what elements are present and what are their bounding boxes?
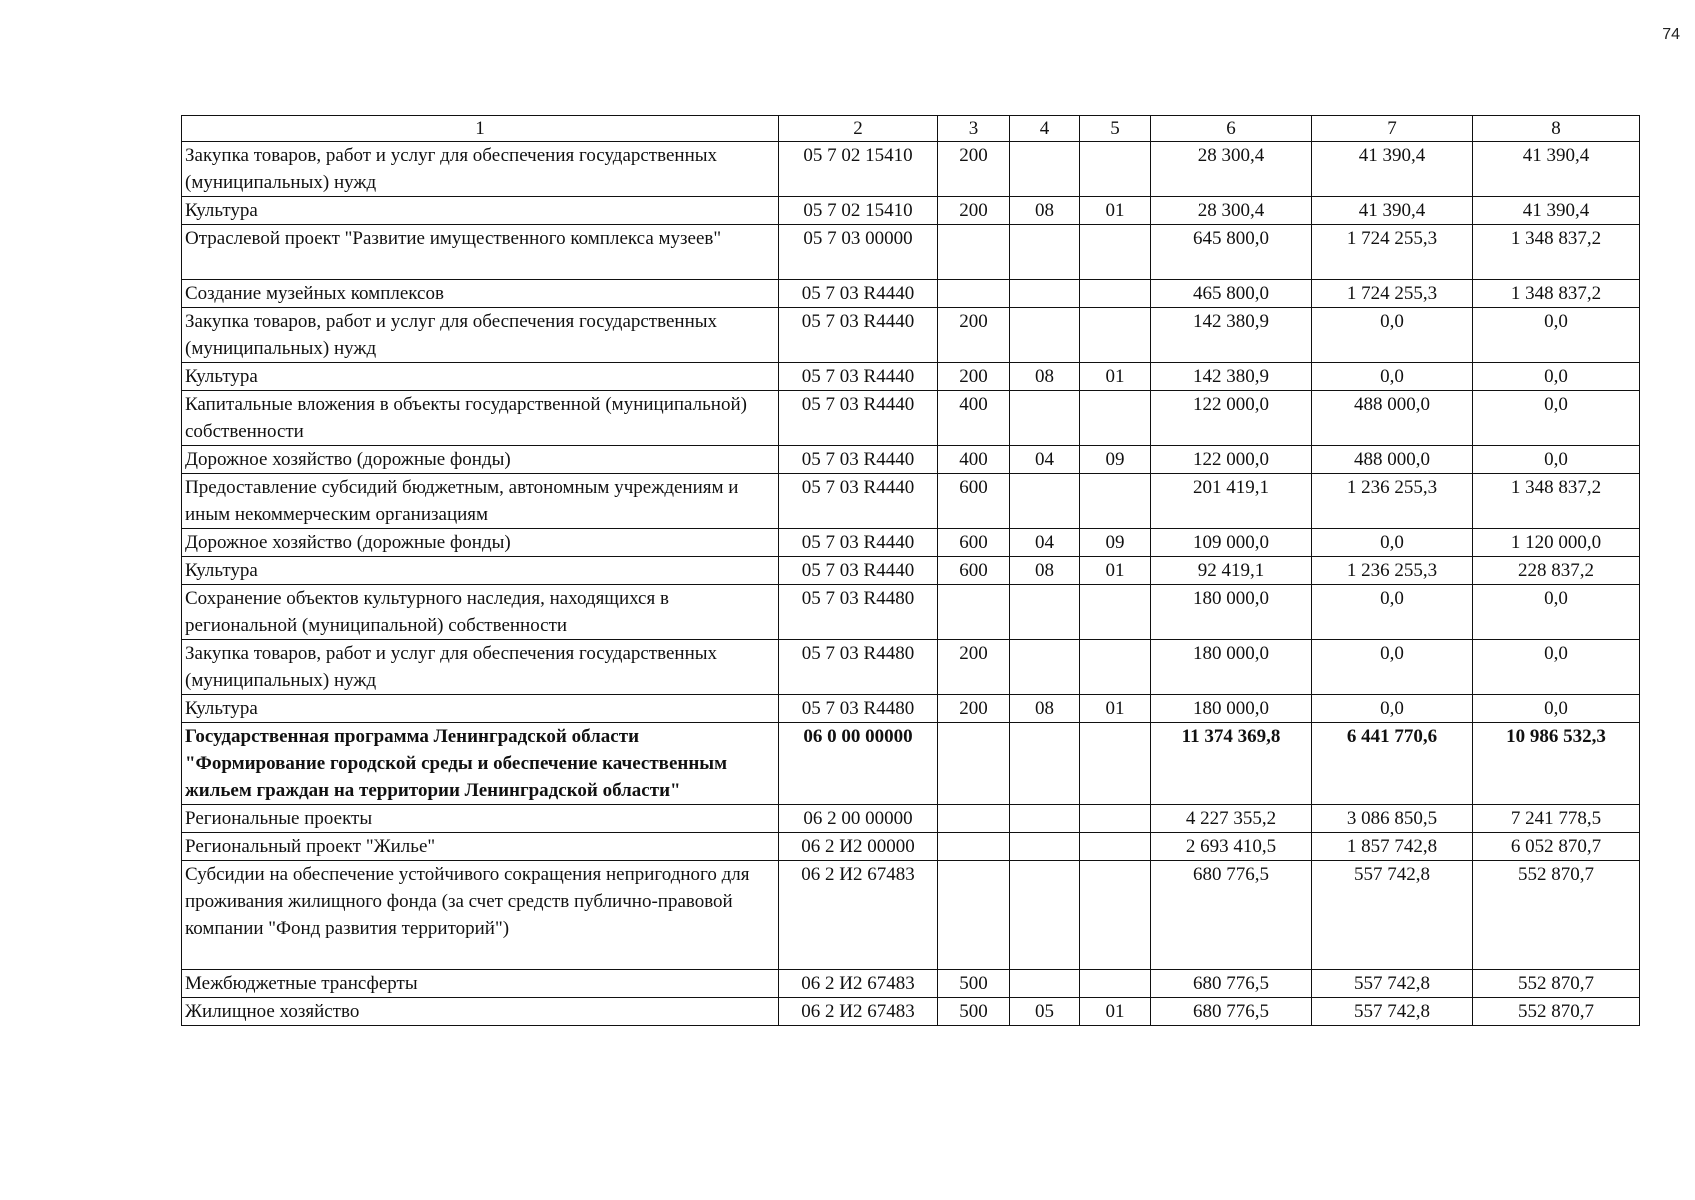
table-row — [182, 391, 1640, 446]
section: 04 — [1010, 446, 1080, 474]
table-row — [182, 970, 1640, 998]
row-name: Культура — [182, 557, 779, 585]
table-row — [182, 225, 1640, 280]
expense-type: 200 — [938, 640, 1010, 695]
target-code: 05 7 03 R4440 — [779, 391, 938, 446]
amount-col7: 1 236 255,3 — [1312, 557, 1473, 585]
target-code: 06 2 И2 67483 — [779, 998, 938, 1026]
column-header-6: 6 — [1151, 116, 1312, 142]
amount-col6: 11 374 369,8 — [1151, 723, 1312, 805]
target-code: 05 7 03 R4440 — [779, 308, 938, 363]
amount-col7: 1 857 742,8 — [1312, 833, 1473, 861]
expense-type: 600 — [938, 474, 1010, 529]
subsection — [1080, 280, 1151, 308]
amount-col8: 0,0 — [1473, 585, 1640, 640]
column-header-7: 7 — [1312, 116, 1473, 142]
column-header-3: 3 — [938, 116, 1010, 142]
expense-type: 400 — [938, 446, 1010, 474]
section — [1010, 280, 1080, 308]
column-header-5: 5 — [1080, 116, 1151, 142]
section — [1010, 142, 1080, 197]
target-code: 06 0 00 00000 — [779, 723, 938, 805]
section — [1010, 474, 1080, 529]
expense-type: 200 — [938, 695, 1010, 723]
row-name: Культура — [182, 197, 779, 225]
amount-col8: 0,0 — [1473, 695, 1640, 723]
amount-col8: 552 870,7 — [1473, 861, 1640, 970]
amount-col8: 0,0 — [1473, 640, 1640, 695]
subsection: 01 — [1080, 363, 1151, 391]
subsection — [1080, 474, 1151, 529]
section — [1010, 805, 1080, 833]
amount-col8: 0,0 — [1473, 308, 1640, 363]
target-code: 05 7 03 R4440 — [779, 446, 938, 474]
target-code: 06 2 И2 00000 — [779, 833, 938, 861]
subsection — [1080, 970, 1151, 998]
target-code: 05 7 03 R4480 — [779, 585, 938, 640]
section — [1010, 723, 1080, 805]
target-code: 05 7 03 R4440 — [779, 363, 938, 391]
table-row — [182, 640, 1640, 695]
expense-type — [938, 805, 1010, 833]
amount-col8: 552 870,7 — [1473, 998, 1640, 1026]
section: 08 — [1010, 695, 1080, 723]
table-body — [182, 116, 1640, 1026]
table-row — [182, 695, 1640, 723]
section — [1010, 225, 1080, 280]
amount-col6: 4 227 355,2 — [1151, 805, 1312, 833]
row-name: Предоставление субсидий бюджетным, автономным учреждениям и иным некоммерческим организациям — [182, 474, 779, 529]
amount-col7: 0,0 — [1312, 308, 1473, 363]
subsection — [1080, 723, 1151, 805]
section: 08 — [1010, 363, 1080, 391]
table-row — [182, 805, 1640, 833]
expense-type: 200 — [938, 308, 1010, 363]
row-name: Культура — [182, 363, 779, 391]
amount-col7: 1 236 255,3 — [1312, 474, 1473, 529]
section: 08 — [1010, 557, 1080, 585]
amount-col7: 557 742,8 — [1312, 970, 1473, 998]
table-row — [182, 833, 1640, 861]
amount-col7: 41 390,4 — [1312, 197, 1473, 225]
subsection — [1080, 142, 1151, 197]
amount-col7: 0,0 — [1312, 585, 1473, 640]
subsection: 09 — [1080, 446, 1151, 474]
amount-col6: 122 000,0 — [1151, 391, 1312, 446]
table-row — [182, 308, 1640, 363]
row-name: Создание музейных комплексов — [182, 280, 779, 308]
expense-type: 400 — [938, 391, 1010, 446]
amount-col6: 180 000,0 — [1151, 585, 1312, 640]
amount-col7: 0,0 — [1312, 363, 1473, 391]
amount-col6: 680 776,5 — [1151, 998, 1312, 1026]
expense-type: 500 — [938, 970, 1010, 998]
row-name: Закупка товаров, работ и услуг для обеспечения государственных (муниципальных) нужд — [182, 142, 779, 197]
table-row — [182, 446, 1640, 474]
amount-col6: 92 419,1 — [1151, 557, 1312, 585]
amount-col8: 6 052 870,7 — [1473, 833, 1640, 861]
subsection — [1080, 308, 1151, 363]
amount-col8: 1 348 837,2 — [1473, 225, 1640, 280]
row-name: Региональный проект "Жилье" — [182, 833, 779, 861]
amount-col6: 28 300,4 — [1151, 142, 1312, 197]
table-row — [182, 363, 1640, 391]
expense-type: 200 — [938, 142, 1010, 197]
section — [1010, 308, 1080, 363]
row-name: Жилищное хозяйство — [182, 998, 779, 1026]
expense-type — [938, 833, 1010, 861]
table-row — [182, 998, 1640, 1026]
amount-col8: 228 837,2 — [1473, 557, 1640, 585]
expense-type — [938, 723, 1010, 805]
target-code: 05 7 03 R4480 — [779, 640, 938, 695]
row-name: Дорожное хозяйство (дорожные фонды) — [182, 529, 779, 557]
table-row — [182, 557, 1640, 585]
amount-col6: 180 000,0 — [1151, 640, 1312, 695]
row-name: Сохранение объектов культурного наследия, находящихся в региональной (муниципальной) собственности — [182, 585, 779, 640]
amount-col7: 488 000,0 — [1312, 391, 1473, 446]
amount-col7: 3 086 850,5 — [1312, 805, 1473, 833]
section — [1010, 861, 1080, 970]
section — [1010, 833, 1080, 861]
expense-type — [938, 861, 1010, 970]
target-code: 05 7 03 00000 — [779, 225, 938, 280]
target-code: 05 7 03 R4440 — [779, 474, 938, 529]
target-code: 05 7 02 15410 — [779, 197, 938, 225]
subsection — [1080, 585, 1151, 640]
amount-col8: 1 120 000,0 — [1473, 529, 1640, 557]
amount-col8: 1 348 837,2 — [1473, 280, 1640, 308]
amount-col6: 645 800,0 — [1151, 225, 1312, 280]
row-name: Субсидии на обеспечение устойчивого сокращения непригодного для проживания жилищного фонда (за счет средств публично-правовой компании "Фонд развития территорий") — [182, 861, 779, 970]
amount-col7: 557 742,8 — [1312, 998, 1473, 1026]
subsection — [1080, 861, 1151, 970]
table-row — [182, 280, 1640, 308]
table-row — [182, 861, 1640, 970]
amount-col7: 0,0 — [1312, 529, 1473, 557]
table-row — [182, 529, 1640, 557]
expense-type: 200 — [938, 363, 1010, 391]
row-name: Межбюджетные трансферты — [182, 970, 779, 998]
expense-type: 600 — [938, 529, 1010, 557]
expense-type — [938, 280, 1010, 308]
row-name: Культура — [182, 695, 779, 723]
expense-type — [938, 585, 1010, 640]
amount-col8: 1 348 837,2 — [1473, 474, 1640, 529]
expense-type — [938, 225, 1010, 280]
column-header-1: 1 — [182, 116, 779, 142]
table-row — [182, 142, 1640, 197]
amount-col7: 0,0 — [1312, 695, 1473, 723]
amount-col7: 41 390,4 — [1312, 142, 1473, 197]
table-row — [182, 723, 1640, 805]
amount-col6: 142 380,9 — [1151, 308, 1312, 363]
amount-col8: 0,0 — [1473, 363, 1640, 391]
target-code: 05 7 03 R4440 — [779, 557, 938, 585]
row-name: Государственная программа Ленинградской области "Формирование городской среды и обеспечение качественным жильем граждан на территории Ленинградской области" — [182, 723, 779, 805]
subsection: 01 — [1080, 557, 1151, 585]
amount-col8: 0,0 — [1473, 446, 1640, 474]
amount-col6: 122 000,0 — [1151, 446, 1312, 474]
column-header-2: 2 — [779, 116, 938, 142]
budget-table — [181, 115, 1640, 1026]
subsection: 01 — [1080, 695, 1151, 723]
table-row — [182, 585, 1640, 640]
subsection: 01 — [1080, 197, 1151, 225]
amount-col6: 465 800,0 — [1151, 280, 1312, 308]
amount-col8: 41 390,4 — [1473, 197, 1640, 225]
amount-col7: 557 742,8 — [1312, 861, 1473, 970]
target-code: 06 2 00 00000 — [779, 805, 938, 833]
amount-col8: 552 870,7 — [1473, 970, 1640, 998]
amount-col6: 180 000,0 — [1151, 695, 1312, 723]
amount-col8: 0,0 — [1473, 391, 1640, 446]
section — [1010, 585, 1080, 640]
amount-col8: 10 986 532,3 — [1473, 723, 1640, 805]
amount-col6: 109 000,0 — [1151, 529, 1312, 557]
target-code: 05 7 03 R4440 — [779, 280, 938, 308]
section — [1010, 640, 1080, 695]
amount-col7: 1 724 255,3 — [1312, 225, 1473, 280]
table-row — [182, 197, 1640, 225]
amount-col6: 2 693 410,5 — [1151, 833, 1312, 861]
section — [1010, 391, 1080, 446]
subsection — [1080, 833, 1151, 861]
target-code: 06 2 И2 67483 — [779, 970, 938, 998]
row-name: Дорожное хозяйство (дорожные фонды) — [182, 446, 779, 474]
row-name: Региональные проекты — [182, 805, 779, 833]
subsection — [1080, 391, 1151, 446]
target-code: 05 7 02 15410 — [779, 142, 938, 197]
subsection — [1080, 640, 1151, 695]
page-number: 74 — [1662, 26, 1680, 43]
row-name: Закупка товаров, работ и услуг для обеспечения государственных (муниципальных) нужд — [182, 640, 779, 695]
amount-col7: 6 441 770,6 — [1312, 723, 1473, 805]
row-name: Закупка товаров, работ и услуг для обеспечения государственных (муниципальных) нужд — [182, 308, 779, 363]
amount-col8: 7 241 778,5 — [1473, 805, 1640, 833]
amount-col7: 1 724 255,3 — [1312, 280, 1473, 308]
table-row — [182, 474, 1640, 529]
amount-col6: 201 419,1 — [1151, 474, 1312, 529]
subsection: 01 — [1080, 998, 1151, 1026]
section: 08 — [1010, 197, 1080, 225]
target-code: 05 7 03 R4440 — [779, 529, 938, 557]
target-code: 06 2 И2 67483 — [779, 861, 938, 970]
row-name: Капитальные вложения в объекты государственной (муниципальной) собственности — [182, 391, 779, 446]
amount-col6: 142 380,9 — [1151, 363, 1312, 391]
amount-col7: 488 000,0 — [1312, 446, 1473, 474]
subsection: 09 — [1080, 529, 1151, 557]
expense-type: 600 — [938, 557, 1010, 585]
amount-col8: 41 390,4 — [1473, 142, 1640, 197]
subsection — [1080, 805, 1151, 833]
section — [1010, 970, 1080, 998]
expense-type: 200 — [938, 197, 1010, 225]
header-row — [182, 116, 1640, 142]
amount-col6: 680 776,5 — [1151, 861, 1312, 970]
section: 04 — [1010, 529, 1080, 557]
expense-type: 500 — [938, 998, 1010, 1026]
column-header-4: 4 — [1010, 116, 1080, 142]
amount-col7: 0,0 — [1312, 640, 1473, 695]
subsection — [1080, 225, 1151, 280]
amount-col6: 680 776,5 — [1151, 970, 1312, 998]
target-code: 05 7 03 R4480 — [779, 695, 938, 723]
amount-col6: 28 300,4 — [1151, 197, 1312, 225]
column-header-8: 8 — [1473, 116, 1640, 142]
row-name: Отраслевой проект "Развитие имущественного комплекса музеев" — [182, 225, 779, 280]
section: 05 — [1010, 998, 1080, 1026]
